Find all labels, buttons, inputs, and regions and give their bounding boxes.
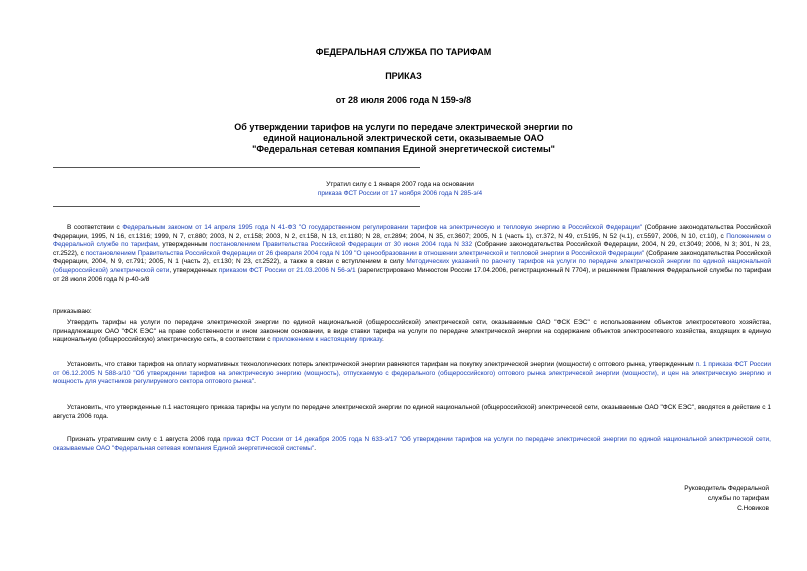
clause-3-paragraph xyxy=(53,404,771,421)
text-run: . xyxy=(382,336,384,344)
text-run: (Собрание законодательства Российской Федерации, 2004, N 29, ст.3049; 2006, N 3; 301, N 23, ст.2522), с xyxy=(53,241,771,257)
text-run: (Собрание законодательства Российской Федерации, 1995, N 16, ст.1316; 1999, N 7, ст.880; 2003, N 2, ст.158; 2003, N 2, ст.158, N 13, ст.1180; N 28, ст.2894; 2004, N 35, ст.3607; 2005, N 1 (часть 1), ст.372, N 49, ст.5195, N 52 (ч.1), ст.5597, 2006, N 10, ст.10), с xyxy=(53,224,771,240)
text-run: . xyxy=(314,444,317,452)
signature-position-line-2: службы по тарифам xyxy=(707,495,769,502)
text-run: , утвержденным xyxy=(158,241,210,249)
signature-block xyxy=(684,484,769,514)
title-line-3: "Федеральная сетевая компания Единой энергетической системы" xyxy=(252,144,555,154)
preamble-paragraph xyxy=(53,224,771,284)
text-run: Признать утратившим силу с 1 августа 2006 года xyxy=(67,436,224,443)
link-fst-order-633[interactable]: приказ ФСТ России от 14 декабря 2005 года N 633-э/17 "Об утверждении тарифов на услуги по передаче электрической энергии по единой национальной электрической сети, оказываемые ОАО "Федеральная сетевая компания Единой энергетической системы" xyxy=(53,436,771,452)
agency-heading: ФЕДЕРАЛЬНАЯ СЛУЖБА ПО ТАРИФАМ xyxy=(315,47,492,57)
text-run: В соответствии с xyxy=(67,224,123,231)
text-run: . xyxy=(254,378,256,386)
link-government-decree-332[interactable]: постановлением Правительства Российской Федерации от 30 июня 2004 года N 332 xyxy=(209,241,473,249)
link-fst-order-56[interactable]: приказом ФСТ России от 21.03.2006 N 56-э/1 xyxy=(218,266,356,274)
clause-1-paragraph xyxy=(53,319,771,345)
divider-bottom xyxy=(53,206,420,207)
link-appendix[interactable]: приложением к настоящему приказу xyxy=(272,336,382,344)
signature-position-line-1: Руководитель Федеральной xyxy=(684,485,769,492)
title-line-2: единой национальной электрической сети, оказываемые ОАО xyxy=(263,133,544,143)
clause-2-paragraph xyxy=(53,361,771,387)
clause-4-paragraph xyxy=(53,436,771,453)
text-run: , утвержденных xyxy=(169,266,219,274)
text-run: Утвердить тарифы на услуги по передаче электрической энергии по единой национальной (общероссийской) электрической сети, оказываемые ОАО "ФСК ЕЭС" с использованием объектов электросетевого хозяйства, принадлежащих ОАО "ФСК ЕЭС" на праве собственности и ином законном основании, в виде ставки тарифа на услуги по передаче электрической энергии на содержание объектов электросетевого хозяйства, входящих в единую национальную (общероссийскую) электрическую сеть, в соответствии с xyxy=(53,319,771,344)
lost-force-link[interactable]: приказа ФСТ России от 17 ноября 2006 года N 285-э/4 xyxy=(317,190,483,197)
order-keyword: приказываю: xyxy=(53,308,92,315)
link-government-decree-109[interactable]: постановлением Правительства Российской Федерации от 26 февраля 2004 года N 109 "О ценообразовании в отношении электрической и тепловой энергии в Российской Федерации" xyxy=(85,249,645,257)
title-line-1: Об утверждении тарифов на услуги по передаче электрической энергии по xyxy=(234,122,573,132)
document-title xyxy=(0,122,807,155)
link-fst-regulation[interactable]: Положением о Федеральной службе по тарифам xyxy=(53,232,771,249)
link-methodical-guidelines[interactable]: Методических указаний по расчету тарифов на услуги по передаче электрической энергии по единой национальной (общероссийской) электрической сети xyxy=(53,258,771,274)
text-run: (Собрание законодательства Российской Федерации, 2004, N 9, ст.791; 2005, N 1 (часть 2), ст.130; N 23, ст.2522), а также в связи с вступлением в силу xyxy=(53,249,771,266)
divider-top xyxy=(53,167,420,168)
lost-force-text: Утратил силу с 1 января 2007 года на основании xyxy=(326,181,474,188)
link-fst-order-588[interactable]: п. 1 приказа ФСТ России от 06.12.2005 N 588-э/10 "Об утверждении тарифов на электрическую энергию (мощность), отпускаемую с федерального (общероссийского) оптового рынка электрической энергии (мощности), и цен на электрическую энергию и мощность для участников регулируемого сектора оптового рынка" xyxy=(53,361,771,386)
signature-name: С.Новиков xyxy=(737,505,769,512)
text-run: Установить, что утвержденные п.1 настоящего приказа тарифы на услуги по передаче электрической энергии по единой национальной (общероссийской) электрической сети, оказываемые ОАО "ФСК ЕЭС", вводятся в действие с 1 августа 2006 года. xyxy=(53,404,771,420)
document-type: ПРИКАЗ xyxy=(385,71,422,81)
lost-force-notice xyxy=(230,180,570,198)
text-run: Установить, что ставки тарифов на оплату нормативных технологических потерь электрической энергии равняются тарифам на покупку электрической энергии (мощности) с оптового рынка, утвержденным xyxy=(67,361,696,368)
document-date-number: от 28 июля 2006 года N 159-э/8 xyxy=(335,95,472,105)
text-run: (зарегистрировано Минюстом России 17.04.2006, регистрационный N 7704), и решением Правления Федеральной службы по тарифам от 28 июля 2006 года N р-40-э/8 xyxy=(53,266,771,283)
link-federal-law-41fz[interactable]: Федеральным законом от 14 апреля 1995 года N 41-ФЗ "О государственном регулировании тарифов на электрическую и тепловую энергию в Российской Федерации" xyxy=(122,224,643,231)
